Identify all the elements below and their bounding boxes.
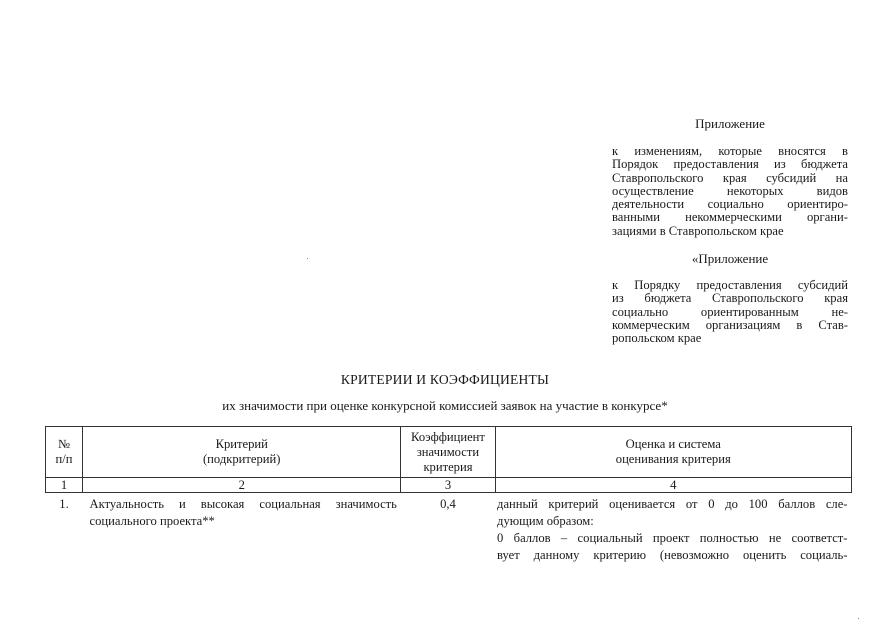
header-coef xyxy=(401,427,495,478)
appendix2-text xyxy=(612,279,848,345)
header-num-line: № xyxy=(58,437,71,451)
column-number: 2 xyxy=(83,478,401,493)
header-assessment-line: оценивания критерия xyxy=(615,452,731,466)
row-assessment xyxy=(495,493,851,566)
appendix-line: Порядок предоставления из бюджета xyxy=(612,157,848,172)
scan-speck xyxy=(858,618,859,619)
appendix-line: осуществление некоторых видов xyxy=(612,183,848,198)
appendix2-line: к Порядку предоставления субсидий xyxy=(612,278,848,292)
header-num-line: п/п xyxy=(55,452,73,466)
appendix2-line: социально ориентированным не- xyxy=(612,304,848,319)
appendix2-line: из бюджета Ставропольского края xyxy=(612,291,848,306)
table-header-row xyxy=(46,427,852,478)
header-assessment-line: Оценка и система xyxy=(625,437,721,451)
appendix-title: Приложение xyxy=(695,116,765,131)
appendix-text xyxy=(612,145,848,238)
appendix-line: ванными некоммерческими органи- xyxy=(612,210,848,225)
criteria-table xyxy=(45,426,852,565)
header-criterion-line: (подкритерий) xyxy=(202,452,281,466)
appendix-line: Ставропольского края субсидий на xyxy=(612,170,848,185)
column-number: 1 xyxy=(46,478,83,493)
column-number-row xyxy=(46,478,852,493)
scan-speck xyxy=(307,258,308,259)
row-num: 1. xyxy=(59,497,69,511)
header-assessment xyxy=(495,427,851,478)
document-title: КРИТЕРИИ И КОЭФФИЦИЕНТЫ xyxy=(340,372,550,387)
header-coef-line: значимости xyxy=(416,444,480,459)
appendix2-title: «Приложение xyxy=(691,251,769,266)
header-criterion-line: Критерий xyxy=(215,437,268,451)
document-subtitle: их значимости при оценке конкурсной комиссией заявок на участие в конкурсе* xyxy=(222,398,668,413)
column-number: 4 xyxy=(495,478,851,493)
row-assessment-line: 0 баллов – социальный проект полностью не соответст- xyxy=(497,531,848,545)
header-criterion xyxy=(83,427,401,478)
appendix-line: к изменениям, которые вносятся в xyxy=(612,144,848,158)
header-coef-line: критерия xyxy=(423,459,473,474)
appendix-line: деятельности социально ориентиро- xyxy=(612,197,848,212)
row-coef: 0,4 xyxy=(440,497,456,511)
row-assessment-line: данный критерий оценивается от 0 до 100 баллов сле- xyxy=(497,497,848,511)
appendix2-line: ропольском крае xyxy=(612,331,702,346)
table-row xyxy=(46,493,852,566)
row-assessment-line: дующим образом: xyxy=(497,514,594,528)
row-criterion-line: Актуальность и высокая социальная значимость xyxy=(89,497,397,511)
header-coef-line: Коэффициент xyxy=(411,429,485,444)
column-number: 3 xyxy=(401,478,495,493)
row-criterion xyxy=(83,493,401,566)
row-assessment-line: вует данному критерию (невозможно оценить социаль- xyxy=(497,548,848,562)
appendix2-line: коммерческим организациям в Став- xyxy=(612,317,848,332)
header-num xyxy=(46,427,83,478)
row-criterion-line: социального проекта** xyxy=(89,514,215,528)
appendix-line: зациями в Ставропольском крае xyxy=(612,223,784,238)
